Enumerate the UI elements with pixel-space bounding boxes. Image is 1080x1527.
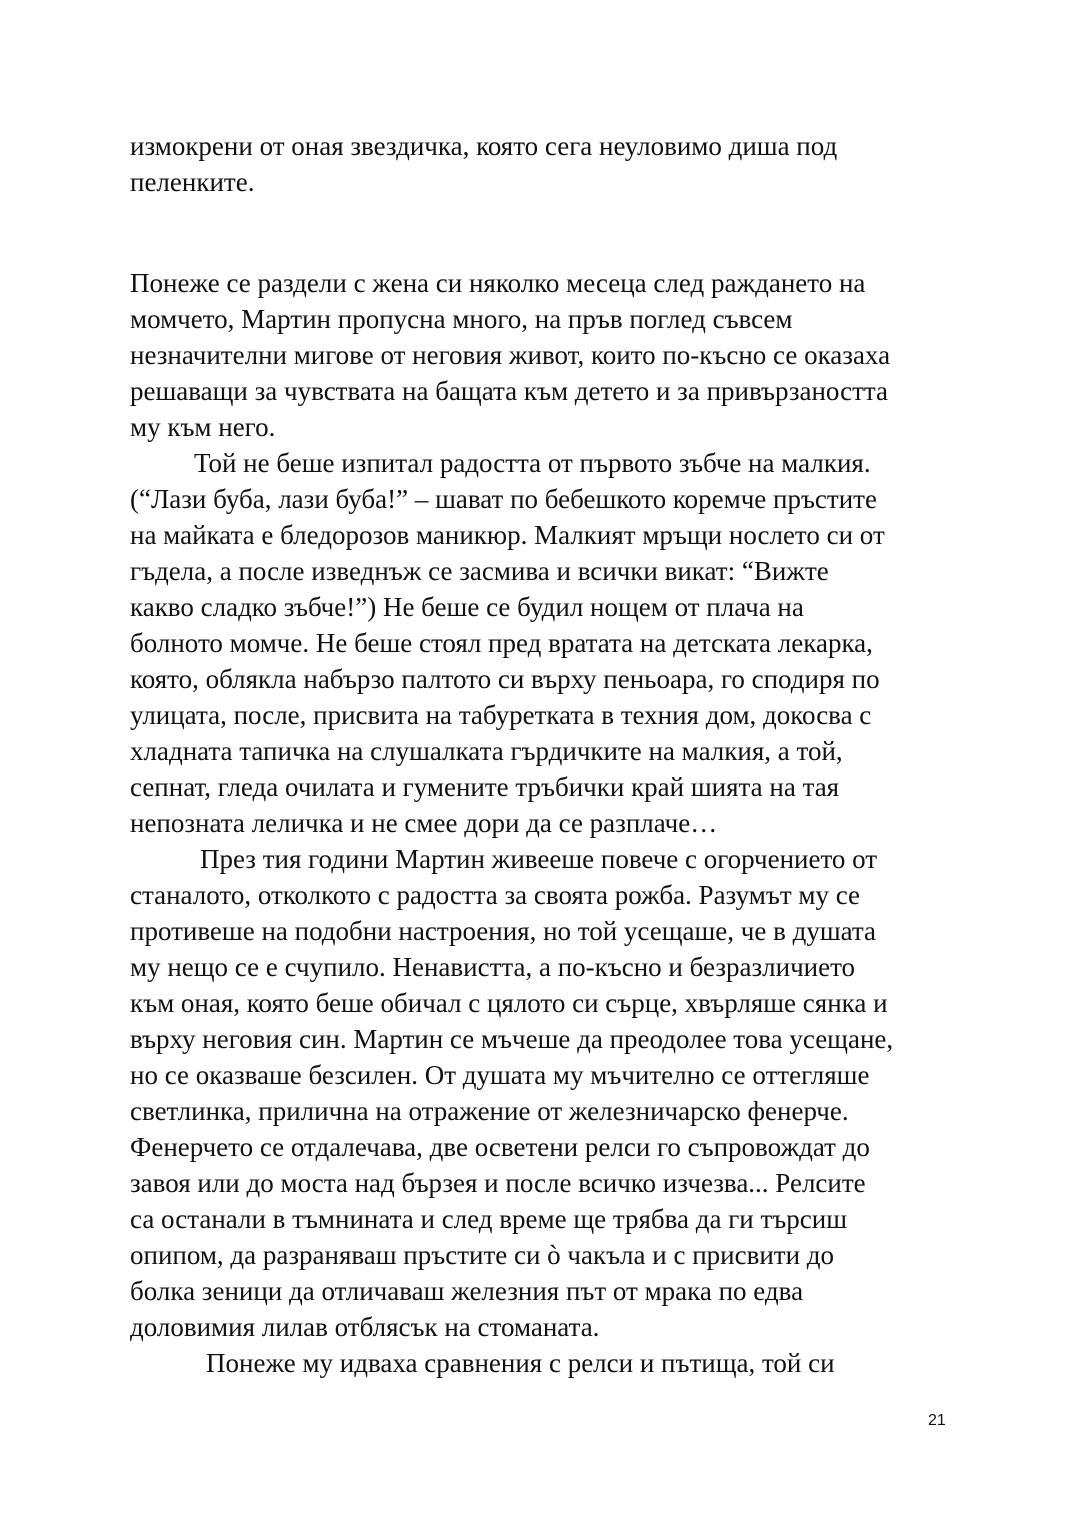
text-line: (“Лази буба, лази буба!” – шават по бебешкото коремче пръстите bbox=[130, 484, 877, 514]
text-line: към оная, която беше обичал с цялото си сърце, хвърляше сянка и bbox=[130, 988, 888, 1018]
text-line: незначителни мигове от неговия живот, които по-късно се оказаха bbox=[130, 340, 891, 370]
text-line: завоя или до моста над бързея и после всичко изчезва... Релсите bbox=[130, 1168, 866, 1198]
text-line: болка зеници да отличаваш железния път от мрака по едва bbox=[130, 1276, 804, 1306]
text-line: улицата, после, присвита на табуретката в техния дом, докосва с bbox=[130, 700, 872, 730]
text-line: Фенерчето се отдалечава, две осветени релси го съпровождат до bbox=[130, 1132, 870, 1162]
text-line: доловимия лилав отблясък на стоманата. bbox=[130, 1312, 600, 1342]
text-line: която, облякла набързо палтото си върху пеньоара, го сподиря по bbox=[130, 664, 880, 694]
text-line: светлинка, прилична на отражение от железничарско фенерче. bbox=[130, 1096, 849, 1126]
text-line: са останали в тъмнината и след време ще трябва да ги търсиш bbox=[130, 1204, 847, 1234]
text-line: Понеже му идваха сравнения с релси и пътища, той си bbox=[206, 1348, 835, 1378]
text-line: момчето, Мартин пропусна много, на пръв поглед съвсем bbox=[130, 304, 793, 334]
text-line: сепнат, гледа очилата и гумените тръбички край шията на тая bbox=[130, 772, 840, 802]
text-line: противеше на подобни настроения, но той усещаше, че в душата bbox=[130, 916, 877, 946]
text-line: хладната тапичка на слушалката гърдичките на малкия, а той, bbox=[130, 736, 843, 766]
text-line: решаващи за чувствата на бащата към детето и за привързаността bbox=[130, 376, 889, 406]
text-line: какво сладко зъбче!”) Не беше се будил нощем от плача на bbox=[130, 592, 804, 622]
text-line: на майката е бледорозов маникюр. Малкият мръщи нослето си от bbox=[130, 520, 885, 550]
page-number: 21 bbox=[928, 1412, 946, 1429]
text-line: му към него. bbox=[130, 412, 276, 442]
text-line: станалото, отколкото с радостта за своята рожба. Разумът му се bbox=[130, 880, 861, 910]
text-line: измокрени от оная звездичка, която сега неуловимо диша под bbox=[130, 131, 838, 161]
text-line: опипом, да разраняваш пръстите си ò чакъла и с присвити до bbox=[130, 1240, 835, 1270]
text-line: пеленките. bbox=[130, 167, 255, 197]
text-line: През тия години Мартин живееше повече с огорчението от bbox=[200, 844, 878, 874]
text-line: му нещо се е счупило. Ненавистта, а по-късно и безразличието bbox=[130, 952, 856, 982]
text-line: но се оказваше безсилен. От душата му мъчително се оттегляше bbox=[130, 1060, 870, 1090]
text-line: гъдела, а после изведнъж се засмива и всички викат: “Вижте bbox=[130, 556, 829, 586]
text-line: Понеже се раздели с жена си няколко месеца след раждането на bbox=[130, 268, 866, 298]
text-line: Той не беше изпитал радостта от първото зъбче на малкия. bbox=[194, 448, 871, 478]
text-line: болното момче. Не беше стоял пред вратата на детската лекарка, bbox=[130, 628, 873, 658]
text-line: върху неговия син. Мартин се мъчеше да преодолее това усещане, bbox=[130, 1024, 894, 1054]
text-line: непозната леличка и не смее дори да се разплаче… bbox=[130, 808, 718, 838]
